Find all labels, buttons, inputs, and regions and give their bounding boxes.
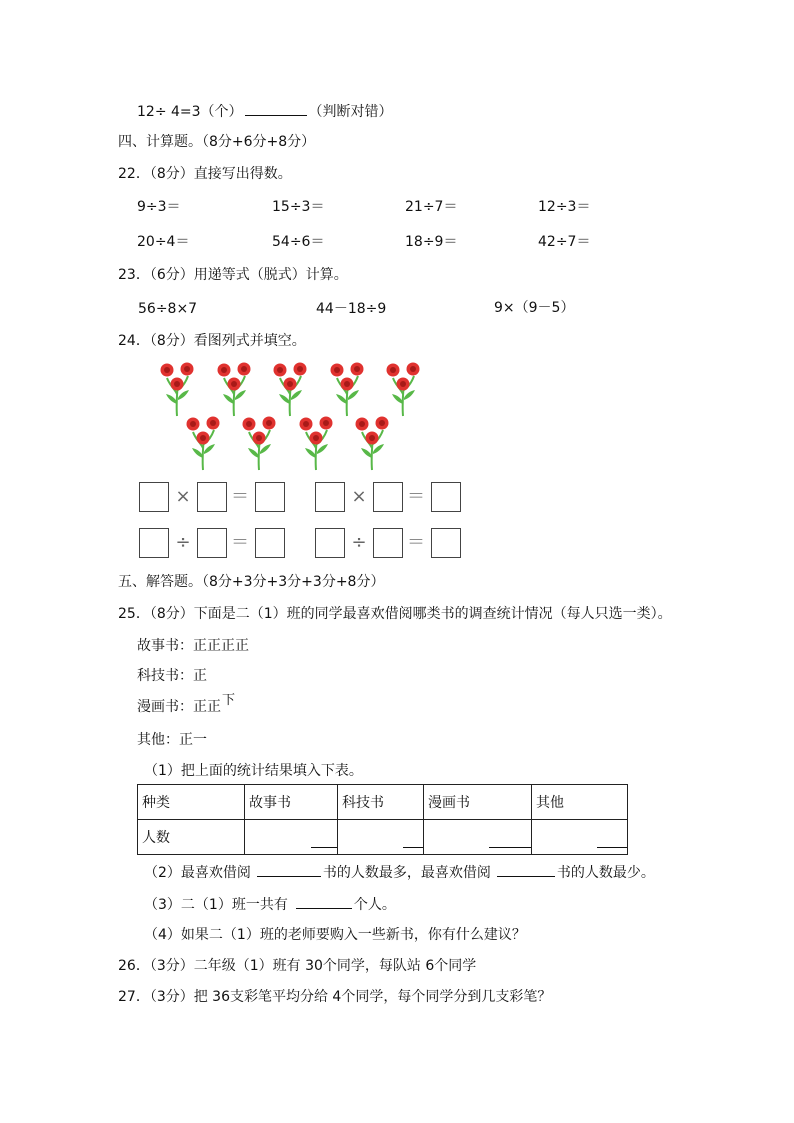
q22-item: 12÷3＝: [538, 199, 591, 215]
tally-label: 其他：: [137, 732, 179, 748]
equals-sign: ＝: [407, 486, 425, 507]
q25-sub-2: [144, 862, 655, 883]
q22-item: 54÷6＝: [272, 234, 325, 250]
equals-sign: ＝: [231, 486, 249, 507]
answer-box[interactable]: [315, 482, 345, 512]
answer-box[interactable]: [197, 482, 227, 512]
q22-item: 21÷7＝: [405, 199, 458, 215]
answer-blank[interactable]: [497, 862, 555, 877]
rose-flower-icon: [297, 414, 335, 472]
q23-expression: 56÷8×7: [138, 301, 198, 317]
rose-flower-icon: [271, 360, 309, 418]
tally-label: 漫画书：: [137, 699, 193, 715]
answer-blank[interactable]: [257, 862, 321, 877]
equals-sign: ＝: [407, 532, 425, 553]
q25-sub-3-text: （3）二（1）班一共有: [144, 897, 288, 913]
table-header-cell: 其他: [532, 785, 628, 820]
table-header-cell: 种类: [138, 785, 245, 820]
q25-sub-2-text: 书的人数最少。: [556, 865, 655, 881]
q25-sub-3-text: 个人。: [353, 897, 396, 913]
rose-flower-icon: [240, 414, 278, 472]
tally-partial-mark: 下: [222, 693, 236, 708]
answer-box[interactable]: [139, 482, 169, 512]
q22-item: 9÷3＝: [137, 199, 181, 215]
question-22-title: 22．（8分）直接写出得数。: [118, 166, 292, 182]
tally-marks: 正一: [179, 732, 207, 748]
rose-flower-icon: [384, 360, 422, 418]
tally-marks: 正: [193, 668, 207, 684]
q22-item: 18÷9＝: [405, 234, 458, 250]
answer-blank[interactable]: [245, 101, 307, 116]
q25-sub-3: [144, 894, 396, 915]
table-header-cell: 故事书: [245, 785, 338, 820]
answer-box[interactable]: [431, 528, 461, 558]
answer-box[interactable]: [373, 482, 403, 512]
rose-flower-icon: [215, 360, 253, 418]
question-25-title: 25．（8分）下面是二（1）班的同学最喜欢借阅哪类书的调查统计情况（每人只选一类）。: [118, 606, 672, 622]
equals-sign: ＝: [231, 532, 249, 553]
table-header-row: [138, 785, 628, 820]
section-5-title: 五、解答题。（8分+3分+3分+3分+8分）: [118, 574, 385, 590]
divide-sign: ÷: [175, 532, 191, 553]
tally-story: [137, 636, 249, 656]
table-header-cell: 漫画书: [424, 785, 532, 820]
question-27-title: 27．（3分）把 36支彩笔平均分给 4个同学，每个同学分到几支彩笔？: [118, 989, 552, 1005]
rose-flower-icon: [158, 360, 196, 418]
question-24-title: 24．（8分）看图列式并填空。: [118, 333, 306, 349]
times-sign: ×: [175, 486, 191, 507]
answer-box[interactable]: [431, 482, 461, 512]
rose-flower-icon: [184, 414, 222, 472]
answer-box[interactable]: [373, 528, 403, 558]
answer-blank[interactable]: [296, 894, 352, 909]
times-sign: ×: [351, 486, 367, 507]
tally-science: [137, 666, 207, 686]
q22-item: 42÷7＝: [538, 234, 591, 250]
tally-label: 故事书：: [137, 638, 193, 654]
statistics-table: [137, 784, 628, 855]
q23-expression: 44－18÷9: [316, 301, 387, 317]
answer-box[interactable]: [255, 528, 285, 558]
question-23-title: 23．（6分）用递等式（脱式）计算。: [118, 267, 348, 283]
q25-sub-1: （1）把上面的统计结果填入下表。: [144, 763, 363, 779]
tally-marks: 正正正正: [193, 638, 249, 654]
judge-statement: [137, 101, 393, 122]
answer-box[interactable]: [197, 528, 227, 558]
divide-sign: ÷: [351, 532, 367, 553]
table-header-cell: 科技书: [338, 785, 424, 820]
answer-box[interactable]: [255, 482, 285, 512]
tally-marks: 正正: [193, 699, 221, 715]
rose-flower-icon: [328, 360, 366, 418]
table-answer-cell[interactable]: [424, 820, 532, 855]
table-answer-cell[interactable]: [338, 820, 424, 855]
section-4-title: 四、计算题。（8分+6分+8分）: [118, 134, 316, 150]
judge-statement-text: 12÷ 4=3（个）: [137, 104, 243, 120]
table-row: [138, 820, 628, 855]
table-answer-cell[interactable]: [532, 820, 628, 855]
answer-box[interactable]: [315, 528, 345, 558]
table-answer-cell[interactable]: [245, 820, 338, 855]
q22-item: 15÷3＝: [272, 199, 325, 215]
q25-sub-2-text: （2）最喜欢借阅: [144, 865, 251, 881]
judge-instruction: （判断对错）: [308, 104, 393, 120]
q25-sub-2-text: 书的人数最多，最喜欢借阅: [322, 865, 491, 881]
question-26-title: 26．（3分）二年级（1）班有 30个同学，每队站 6个同学: [118, 958, 477, 974]
tally-other: [137, 730, 207, 750]
rose-flower-icon: [353, 414, 391, 472]
q25-sub-4: （4）如果二（1）班的老师要购入一些新书，你有什么建议？: [144, 927, 526, 943]
q22-item: 20÷4＝: [137, 234, 190, 250]
q23-expression: 9×（9－5）: [494, 300, 575, 316]
tally-comics: [137, 693, 236, 718]
table-row-label: 人数: [138, 820, 245, 855]
answer-box[interactable]: [139, 528, 169, 558]
tally-label: 科技书：: [137, 668, 193, 684]
